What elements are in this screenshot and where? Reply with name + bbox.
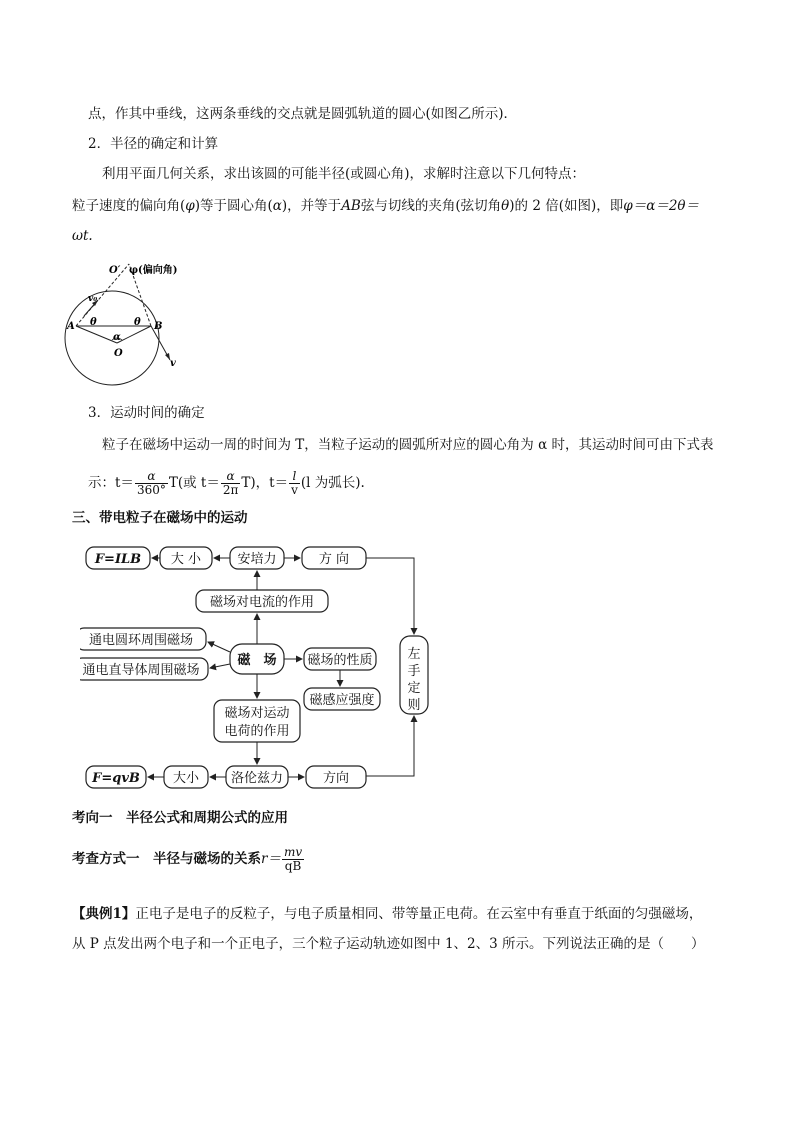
text-left-hand-1: 左 xyxy=(407,647,421,662)
label-o-prime: O′ xyxy=(109,265,121,276)
label-o: O xyxy=(114,348,123,359)
equation-omega-t: ωt. xyxy=(72,228,93,244)
example-line-2: 从 P 点发出两个电子和一个正电子，三个粒子运动轨迹如图中 1、2、3 所示。下列说法正确的是（ ） xyxy=(72,936,705,952)
fraction-numerator: l xyxy=(289,470,300,484)
symbol-alpha: α xyxy=(272,198,282,214)
text-f-qvb: F=qvB xyxy=(92,771,140,786)
text-magnitude-bottom: 大小 xyxy=(172,771,200,786)
text-left-hand-3: 定 xyxy=(407,681,421,696)
example-line-1 xyxy=(72,904,702,924)
text-fragment: )的 2 倍(如图)，即 xyxy=(509,198,624,214)
paragraph-deflection-angle xyxy=(72,196,699,216)
text-left-hand-4: 则 xyxy=(407,698,421,713)
fraction-mv-qb xyxy=(282,846,304,873)
text-induction-intensity: 磁感应强度 xyxy=(309,693,375,708)
label-a: A xyxy=(67,321,75,332)
text-lorentz-force: 洛伦兹力 xyxy=(230,771,284,786)
text-fragment: )，并等于 xyxy=(281,198,342,214)
fraction-numerator: mv xyxy=(283,845,303,859)
fraction-alpha-2pi xyxy=(221,470,241,497)
text-magnetic-field: 磁 场 xyxy=(237,653,277,668)
symbol-ab: AB xyxy=(341,198,361,214)
label-theta-a: θ xyxy=(90,317,97,328)
text-left-hand-2: 手 xyxy=(407,664,421,679)
text-fragment: 粒子速度的偏向角( xyxy=(72,198,186,214)
subheading-direction-one: 考向一 半径公式和周期公式的应用 xyxy=(72,810,288,826)
paragraph-circle-center: 点，作其中垂线，这两条垂线的交点就是圆弧轨道的圆心(如图乙所示)． xyxy=(88,106,518,122)
magnetic-field-flowchart xyxy=(80,540,440,794)
symbol-theta: θ xyxy=(501,198,510,214)
example-tag: 【典例1】 xyxy=(72,906,136,922)
text-field-property: 磁场的性质 xyxy=(307,653,373,668)
fraction-denominator: 360° xyxy=(136,483,166,497)
paragraph-geometry: 利用平面几何关系，求出该圆的可能半径(或圆心角)，求解时注意以下几何特点： xyxy=(102,166,586,182)
label-theta-b: θ xyxy=(134,317,141,328)
text-fragment: )等于圆心角( xyxy=(194,198,273,214)
text-fragment: 示：t＝ xyxy=(88,475,134,491)
tangent-a-dashed xyxy=(76,264,129,326)
circle-geometry-figure xyxy=(62,256,212,390)
text-field-on-moving-charge-2: 电荷的作用 xyxy=(224,724,290,739)
text-fragment: 考查方式一 半径与磁场的关系 xyxy=(72,851,261,867)
radius-oa xyxy=(76,326,117,343)
text-straight-wire-field: 通电直导体周围磁场 xyxy=(82,663,200,678)
fraction-numerator: α xyxy=(135,470,168,484)
fraction-numerator: α xyxy=(221,470,241,484)
text-fragment: 正电子是电子的反粒子，与电子质量相同、带等量正电荷。在云室中有垂直于纸面的匀强磁场， xyxy=(135,906,703,922)
fraction-denominator: v xyxy=(291,483,298,497)
paragraph-time-formula xyxy=(88,470,365,497)
paragraph-period: 粒子在磁场中运动一周的时间为 T，当粒子运动的圆弧所对应的圆心角为 α 时，其运动时间可由下式表 xyxy=(102,437,714,453)
heading-time: 3．运动时间的确定 xyxy=(88,405,205,421)
fraction-denominator: qB xyxy=(284,859,302,873)
symbol-phi: φ xyxy=(185,198,195,214)
text-fragment: 弦与切线的夹角(弦切角 xyxy=(360,198,502,214)
label-b: B xyxy=(154,321,163,332)
radius-ob xyxy=(117,326,151,343)
label-v: v xyxy=(170,358,176,369)
heading-radius: 2．半径的确定和计算 xyxy=(88,136,219,152)
label-v0: v₀ xyxy=(88,294,98,304)
text-direction-top: 方 向 xyxy=(318,552,350,567)
text-fragment: T(或 t＝ xyxy=(168,475,220,491)
text-fragment: (l 为弧长). xyxy=(300,475,365,491)
equation: φ＝α＝2θ＝ xyxy=(623,198,700,214)
text-ring-field: 通电圆环周围磁场 xyxy=(88,633,194,648)
text-field-on-moving-charge-1: 磁场对运动 xyxy=(224,706,290,721)
text-direction-bottom: 方向 xyxy=(322,771,350,786)
text-fragment: T)，t＝ xyxy=(241,475,289,491)
subheading-exam-method xyxy=(72,846,305,873)
text-magnitude-top: 大 小 xyxy=(170,552,202,567)
trajectory-circle xyxy=(65,291,159,385)
label-phi: φ(偏向角) xyxy=(129,265,178,276)
symbol-r: r＝ xyxy=(261,851,281,867)
fraction-l-v xyxy=(289,470,300,497)
text-ampere-force: 安培力 xyxy=(237,552,277,567)
text-field-on-current: 磁场对电流的作用 xyxy=(209,595,315,610)
section-heading-motion: 三、带电粒子在磁场中的运动 xyxy=(72,510,248,526)
text-f-ilb: F=ILB xyxy=(94,552,142,567)
fraction-denominator: 2π xyxy=(222,483,239,497)
fraction-alpha-360 xyxy=(135,470,168,497)
label-alpha: α xyxy=(113,332,121,343)
